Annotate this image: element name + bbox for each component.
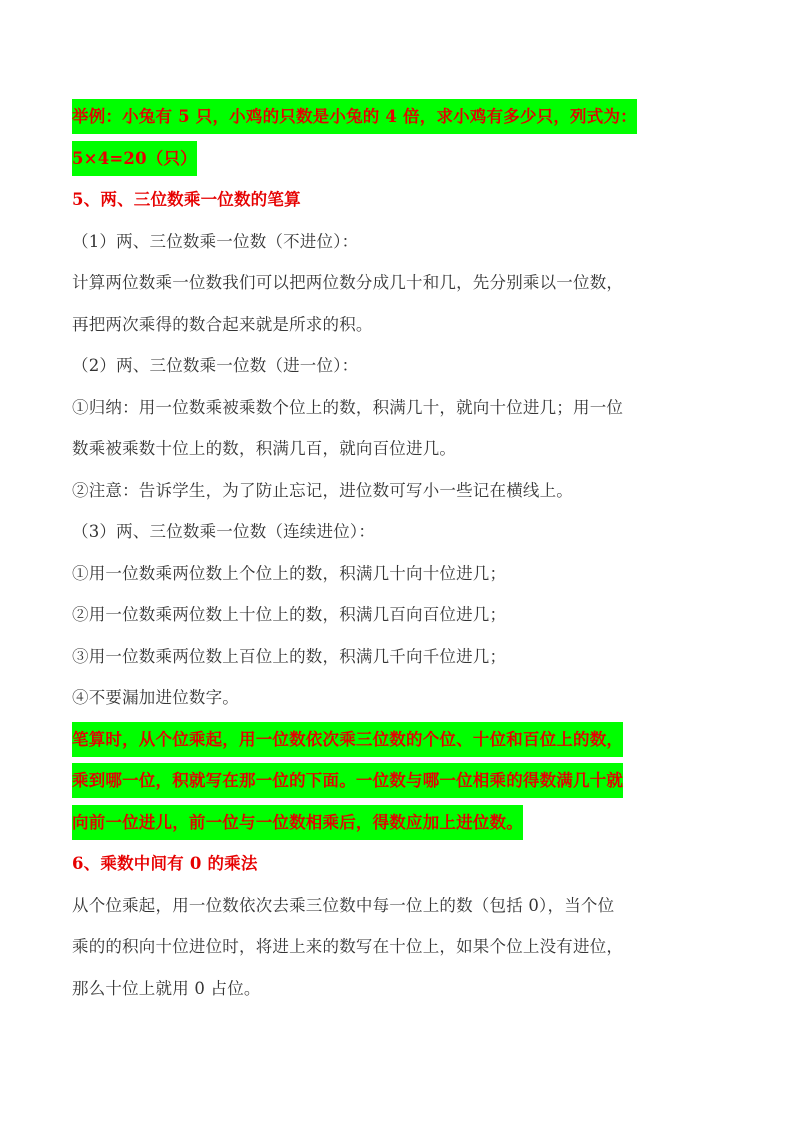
example-text-2: 5×4=20（只） [72, 141, 197, 176]
section-6-text-line-3: 那么十位上就用 0 占位。 [72, 978, 261, 998]
document-page [72, 96, 722, 1009]
section-5-heading: 5、两、三位数乘一位数的笔算 [72, 190, 301, 209]
sub-1-text-line-2: 再把两次乘得的数合起来就是所求的积。 [72, 314, 373, 334]
sub-1-title: （1）两、三位数乘一位数（不进位）： [72, 231, 359, 251]
section-6-heading: 6、乘数中间有 0 的乘法 [72, 854, 258, 873]
sub-3-point-4: ④不要漏加进位数字。 [72, 688, 239, 707]
example-line-2 [72, 138, 722, 180]
sub-2-point-1-line-2: 数乘被乘数十位上的数，积满几百，就向百位进几。 [72, 439, 457, 458]
section-6-text-line-2: 乘的的积向十位进位时，将进上来的数写在十位上，如果个位上没有进位， [72, 937, 624, 956]
section-6-text-line-1: 从个位乘起，用一位数依次去乘三位数中每一位上的数（包括 0），当个位 [72, 895, 615, 915]
sub-3-point-2: ②用一位数乘两位数上十位上的数，积满几百向百位进几； [72, 605, 507, 624]
summary-line-1 [72, 719, 722, 761]
summary-line-3 [72, 802, 722, 844]
sub-2-title: （2）两、三位数乘一位数（进一位）： [72, 356, 359, 375]
summary-text-1: 笔算时，从个位乘起，用一位数依次乘三位数的个位、十位和百位上的数， [72, 722, 623, 757]
summary-text-2: 乘到哪一位，积就写在那一位的下面。一位数与哪一位相乘的得数满几十就 [72, 763, 623, 798]
sub-3-point-1: ①用一位数乘两位数上个位上的数，积满几十向十位进几； [72, 563, 507, 583]
sub-2-point-1-line-1: ①归纳：用一位数乘被乘数个位上的数，积满几十，就向十位进几；用一位 [72, 397, 624, 417]
sub-2-point-2: ②注意：告诉学生，为了防止忘记，进位数可写小一些记在横线上。 [72, 480, 573, 500]
example-text-1: 举例：小兔有 5 只，小鸡的只数是小兔的 4 倍，求小鸡有多少只，列式为： [72, 99, 637, 134]
sub-1-text-line-1: 计算两位数乘一位数我们可以把两位数分成几十和几，先分别乘以一位数， [72, 273, 624, 292]
example-line-1 [72, 96, 722, 138]
sub-3-point-3: ③用一位数乘两位数上百位上的数，积满几千向千位进几； [72, 646, 507, 666]
summary-text-3: 向前一位进儿，前一位与一位数相乘后，得数应加上进位数。 [72, 805, 523, 840]
sub-3-title: （3）两、三位数乘一位数（连续进位）： [72, 522, 376, 541]
summary-line-2 [72, 760, 722, 802]
